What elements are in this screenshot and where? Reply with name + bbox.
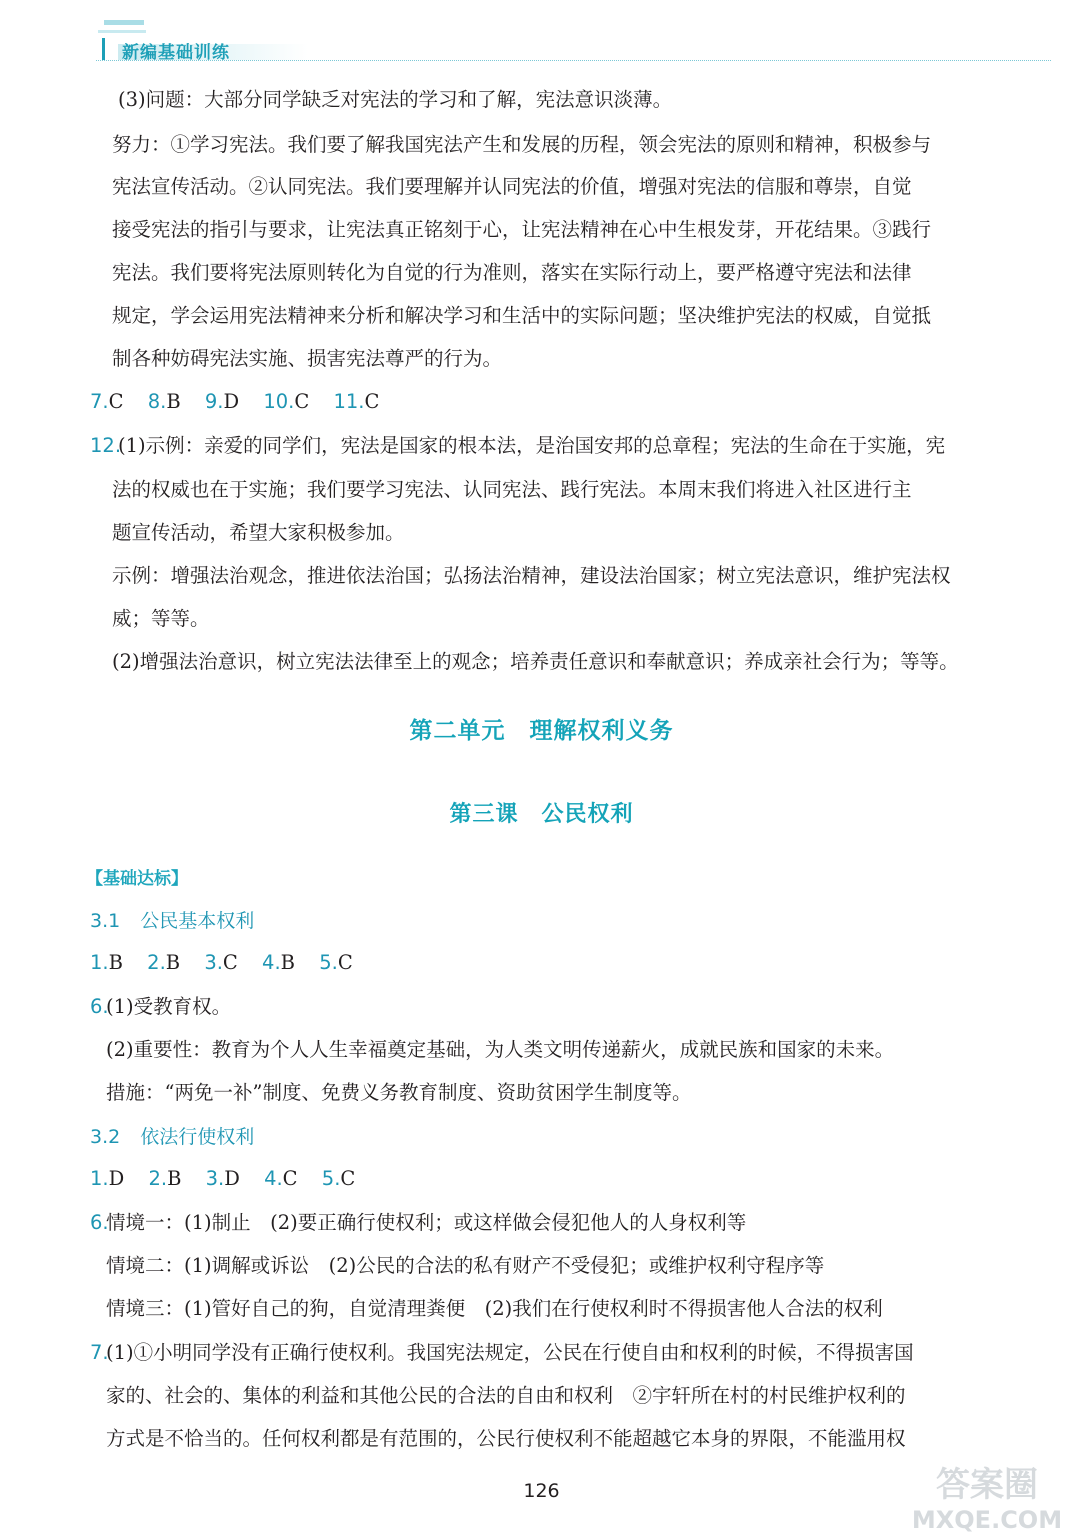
mc-item: 4.C [264,1167,298,1190]
effort-line: 努力：①学习宪法。我们要了解我国宪法产生和发展的历程，领会宪法的原则和精神，积极参与 [112,133,932,156]
lesson-title: 第三课 公民权利 [449,801,634,827]
q12-number: 12. [90,434,122,457]
q7-number: 7. [90,1341,109,1364]
mc-item: 3.C [204,951,238,974]
svg-text:答案圈: 答案圈 [936,1465,1038,1505]
effort-line: 规定，学会运用宪法精神来分析和解决学习和生活中的实际问题；坚决维护宪法的权威，自觉抵 [112,304,932,327]
effort-line: 宪法宣传活动。②认同宪法。我们要理解并认同宪法的价值，增强对宪法的信服和尊崇，自觉 [112,175,912,198]
page-number: 126 [523,1480,560,1502]
subsection-number: 3.2 [90,1126,121,1148]
mc-item: 9.D [204,390,240,413]
header-title: 新编基础训练 [122,43,230,63]
unit-title: 第二单元 理解权利义务 [409,717,674,744]
svg-text:MXQE.COM: MXQE.COM [911,1506,1063,1534]
mc-item: 2.B [148,1167,182,1190]
section-label: 【基础达标】 [86,869,188,889]
answer-row-1-5 [90,948,353,978]
mc-item: 8.B [147,390,181,413]
q6b-number: 6. [90,1211,109,1234]
q7-line: 家的、社会的、集体的利益和其他公民的合法的自由和权利 ②宇轩所在村的村民维护权利的 [106,1384,906,1407]
q6a-line: (1)受教育权。 [106,995,232,1018]
q12-line: 题宣传活动，希望大家积极参加。 [112,521,405,544]
q12-line: 威；等等。 [112,607,210,630]
q7-line: 方式是不恰当的。任何权利都是有范围的，公民行使权利不能超越它本身的界限，不能滥用权 [106,1427,906,1450]
effort-line: 宪法。我们要将宪法原则转化为自觉的行为准则，落实在实际行动上，要严格遵守宪法和法律 [112,261,912,284]
subsection-title: 公民基本权利 [140,910,255,932]
subsection-3-2 [90,1122,254,1149]
q12-line: 示例：增强法治观念，推进依法治国；弘扬法治精神，建设法治国家；树立宪法意识，维护宪法权 [112,564,951,587]
watermark-logo [892,1458,1077,1534]
answer-row-1-5 [90,1164,355,1194]
q12-line: (2)增强法治意识，树立宪法法律至上的观念；培养责任意识和奉献意识；养成亲社会行为；等等。 [112,650,959,673]
q6a-line: (2)重要性：教育为个人人生幸福奠定基础，为人类文明传递薪火，成就民族和国家的未来。 [106,1038,895,1061]
q6b-line: 情境二：(1)调解或诉讼 (2)公民的合法的私有财产不受侵犯；或维护权利守程序等 [106,1254,825,1277]
q6b-line: 情境三：(1)管好自己的狗，自觉清理粪便 (2)我们在行使权利时不得损害他人合法的权利 [106,1297,883,1320]
mc-item: 2.B [147,951,181,974]
q3-problem: (3)问题：大部分同学缺乏对宪法的学习和了解，宪法意识淡薄。 [118,88,673,111]
mc-item: 4.B [262,951,295,974]
mc-item: 1.D [90,1167,125,1190]
q7-line: (1)①小明同学没有正确行使权利。我国宪法规定，公民在行使自由和权利的时候，不得损害国 [106,1341,914,1364]
subsection-title: 依法行使权利 [140,1126,255,1148]
answer-row-7-11 [90,387,379,417]
header-divider [96,60,1051,61]
effort-line: 接受宪法的指引与要求，让宪法真正铭刻于心，让宪法精神在心中生根发芽，开花结果。③践行 [112,218,932,241]
mc-item: 1.B [90,951,123,974]
subsection-number: 3.1 [90,910,121,932]
mc-item: 5.C [319,951,353,974]
mc-item: 7.C [90,390,124,413]
effort-line: 制各种妨碍宪法实施、损害宪法尊严的行为。 [112,347,503,370]
mc-item: 5.C [321,1167,356,1190]
mc-item: 10.C [263,390,310,413]
mc-item: 11.C [333,390,380,413]
subsection-3-1 [90,906,254,933]
q6b-line: 情境一：(1)制止 (2)要正确行使权利；或这样做会侵犯他人的人身权利等 [106,1211,747,1234]
mc-item: 3.D [205,1167,240,1190]
q12-line: 法的权威也在于实施；我们要学习宪法、认同宪法、践行宪法。本周末我们将进入社区进行主 [112,478,912,501]
q12-line: (1)示例：亲爱的同学们，宪法是国家的根本法，是治国安邦的总章程；宪法的生命在于实施，宪 [118,434,946,457]
q6a-line: 措施：“两免一补”制度、免费义务教育制度、资助贫困学生制度等。 [106,1081,692,1104]
q6a-number: 6. [90,995,109,1018]
